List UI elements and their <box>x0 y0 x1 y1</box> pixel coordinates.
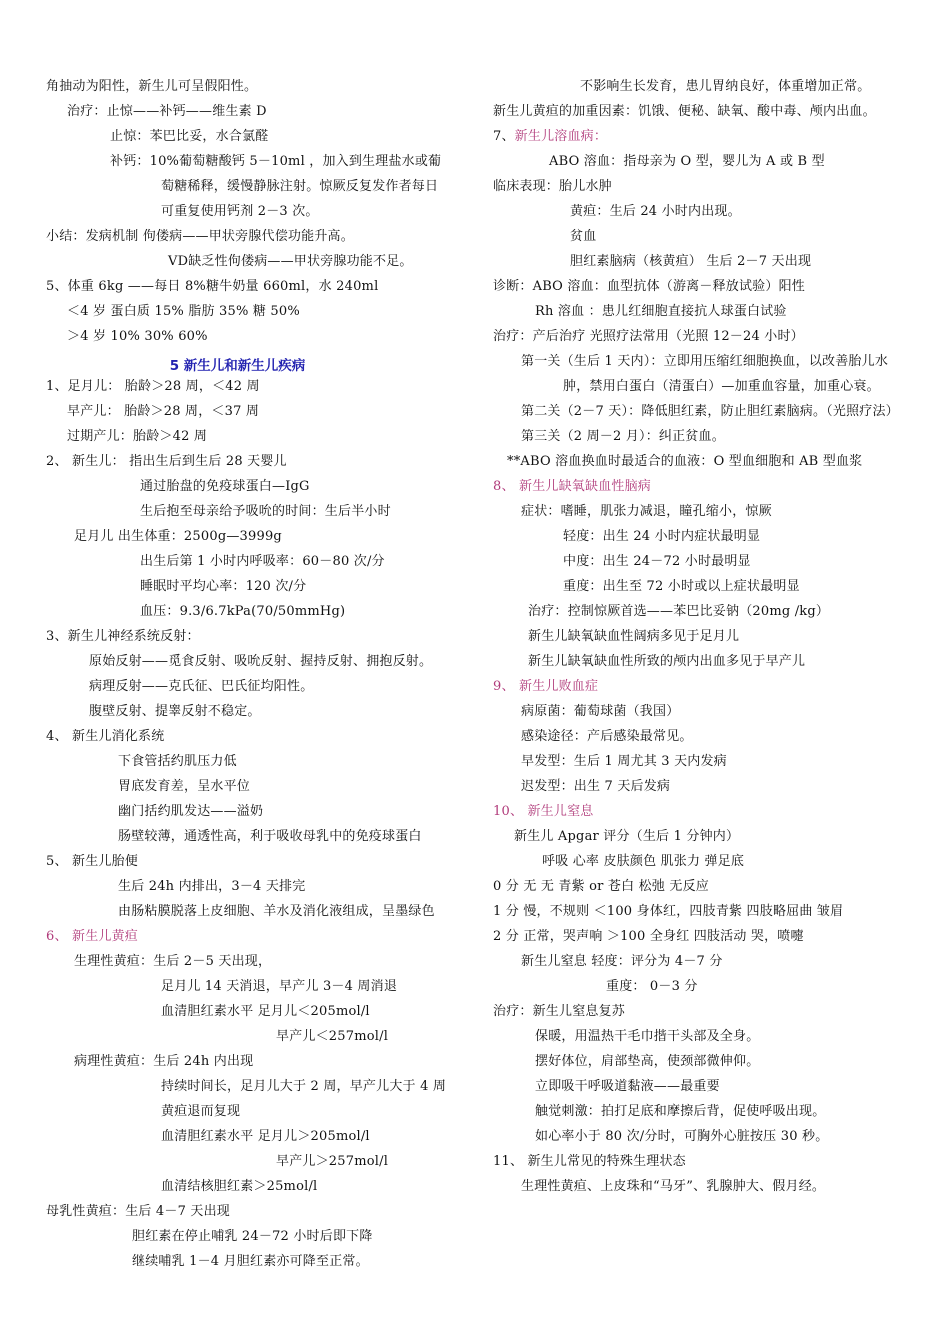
text-line: 病理反射——克氏征、巴氏征均阳性。 <box>89 679 314 694</box>
text-line: 治疗：止惊——补钙——维生素 D <box>67 104 267 119</box>
text-line: 新生儿缺氧缺血性阔病多见于足月儿 <box>528 629 740 644</box>
text-line: 5、 新生儿胎便 <box>46 854 139 869</box>
apgar-row: 0 分 无 无 青紫 or 苍白 松弛 无反应 <box>493 879 709 894</box>
text-line: 第二关（2－7 天）：降低胆红素，防止胆红素脑病。（光照疗法） <box>521 404 899 419</box>
section-heading: 10、 新生儿窒息 <box>493 804 594 819</box>
text-line: 血清胆红素水平 足月儿＞205mol/l <box>161 1129 370 1144</box>
text-line: 临床表现：胎儿水肿 <box>493 179 612 194</box>
section-heading: 6、 新生儿黄疸 <box>46 929 139 944</box>
text-line: 由肠粘膜脱落上皮细胞、羊水及消化液组成，呈墨绿色 <box>118 904 435 919</box>
text-line: 生理性黄疸、上皮珠和“马牙”、乳腺肿大、假月经。 <box>521 1179 826 1194</box>
section-title: 5 新生儿和新生儿疾病 <box>169 358 306 374</box>
text-line: 治疗：产后治疗 光照疗法常用（光照 12－24 小时） <box>493 329 804 344</box>
text-line: 过期产儿：胎龄＞42 周 <box>67 429 208 444</box>
text-line: 5、体重 6kg ——每日 8%糖牛奶量 660ml，水 240ml <box>46 279 379 294</box>
text-line: 胆红素脑病（核黄疸） 生后 2－7 天出现 <box>570 254 812 269</box>
text-line: 血清结核胆红素＞25mol/l <box>161 1179 318 1194</box>
apgar-header-row: 呼吸 心率 皮肤颜色 肌张力 弹足底 <box>542 854 745 869</box>
text-line: 足月儿 14 天消退，早产儿 3－4 周消退 <box>161 979 398 994</box>
section-heading: 8、 新生儿缺氧缺血性脑病 <box>493 479 652 494</box>
text-line: 胃底发育差，呈水平位 <box>118 779 251 794</box>
text-line: 可重复使用钙剂 2－3 次。 <box>161 204 319 219</box>
text-line: 病原菌：葡萄球菌（我国） <box>521 704 680 719</box>
text-line: 血清胆红素水平 足月儿＜205mol/l <box>161 1004 370 1019</box>
heading-text: 新生儿溶血病： <box>514 129 608 144</box>
text-line: 感染途径：产后感染最常见。 <box>521 729 693 744</box>
text-line: **ABO 溶血换血时最适合的血液：O 型血细胞和 AB 型血浆 <box>507 454 863 469</box>
text-line: 新生儿缺氧缺血性所致的颅内出血多见于早产儿 <box>528 654 806 669</box>
text-line: 4、 新生儿消化系统 <box>46 729 165 744</box>
text-line: 小结：发病机制 佝偻病——甲状旁腺代偿功能升高。 <box>46 229 354 244</box>
text-line: 早发型：生后 1 周尤其 3 天内发病 <box>521 754 727 769</box>
text-line: 摆好体位，肩部垫高，使颈部微伸仰。 <box>535 1054 760 1069</box>
text-line: 胆红素在停止哺乳 24－72 小时后即下降 <box>132 1229 373 1244</box>
text-line: 第一关（生后 1 天内）：立即用压缩红细胞换血，以改善胎儿水 <box>521 354 889 369</box>
text-line: 生后 24h 内排出，3－4 天排完 <box>118 879 306 894</box>
text-line: 新生儿黄疸的加重因素：饥饿、便秘、缺氧、酸中毒、颅内出血。 <box>493 104 876 119</box>
text-line: VD缺乏性佝偻病——甲状旁腺功能不足。 <box>168 254 413 269</box>
text-line: 立即吸干呼吸道黏液——最重要 <box>535 1079 720 1094</box>
text-line: ABO 溶血：指母亲为 O 型，婴儿为 A 或 B 型 <box>549 154 825 169</box>
text-line: 中度：出生 24－72 小时最明显 <box>563 554 751 569</box>
text-line: 黄疸：生后 24 小时内出现。 <box>570 204 741 219</box>
text-line: 补钙：10%葡萄糖酸钙 5－10ml ，加入到生理盐水或葡 <box>110 154 442 169</box>
text-line: 早产儿＞257mol/l <box>276 1154 389 1169</box>
text-line: 新生儿窒息 轻度：评分为 4－7 分 <box>521 954 723 969</box>
text-line: 1、足月儿： 胎龄＞28 周，＜42 周 <box>46 379 260 394</box>
text-line: 萄糖稀释，缓慢静脉注射。惊厥反复发作者每日 <box>161 179 439 194</box>
text-line: 不影响生长发育，患儿胃纳良好，体重增加正常。 <box>580 79 871 94</box>
text-line: 如心率小于 80 次/分时，可胸外心脏按压 30 秒。 <box>535 1129 829 1144</box>
text-line: 贫血 <box>570 229 597 244</box>
text-line: 肠壁较薄，通透性高，利于吸收母乳中的免疫球蛋白 <box>118 829 422 844</box>
text-line: 早产儿＜257mol/l <box>276 1029 389 1044</box>
text-line: ＞4 岁 10% 30% 60% <box>67 329 208 344</box>
apgar-row: 2 分 正常，哭声响 ＞100 全身红 四肢活动 哭，喷嚏 <box>493 929 804 944</box>
text-line: 黄疸退而复现 <box>161 1104 241 1119</box>
text-line: 3、新生儿神经系统反射： <box>46 629 200 644</box>
text-line: 通过胎盘的免疫球蛋白—IgG <box>140 479 310 494</box>
text-line: 继续哺乳 1－4 月胆红素亦可降至正常。 <box>132 1254 369 1269</box>
text-line: 出生后第 1 小时内呼吸率：60－80 次/分 <box>140 554 385 569</box>
text-line: 角抽动为阳性，新生儿可呈假阳性。 <box>46 79 258 94</box>
text-line: 原始反射——觅食反射、吸吮反射、握持反射、拥抱反射。 <box>89 654 433 669</box>
text-line: 腹壁反射、提睾反射不稳定。 <box>89 704 261 719</box>
text-line: 早产儿： 胎龄＞28 周，＜37 周 <box>67 404 260 419</box>
apgar-row: 1 分 慢，不规则 ＜100 身体红，四肢青紫 四肢略屈曲 皱眉 <box>493 904 844 919</box>
text-line: 肿，禁用白蛋白（清蛋白）—加重血容量，加重心衰。 <box>563 379 880 394</box>
text-line: 治疗：控制惊厥首选——苯巴比妥钠（20mg /kg） <box>528 604 830 619</box>
text-line: 睡眠时平均心率：120 次/分 <box>140 579 307 594</box>
text-line: 重度：出生至 72 小时或以上症状最明显 <box>563 579 800 594</box>
text-line: 轻度：出生 24 小时内症状最明显 <box>563 529 761 544</box>
text-line: 止惊：苯巴比妥，水合氯醛 <box>110 129 269 144</box>
text-line: 保暖，用温热干毛巾揩干头部及全身。 <box>535 1029 760 1044</box>
text-line: 生后抱至母亲给予吸吮的时间：生后半小时 <box>140 504 391 519</box>
section-heading: 7、新生儿溶血病： <box>493 129 608 144</box>
text-line: 足月儿 出生体重：2500g—3999g <box>74 529 282 544</box>
text-line: 触觉刺激：拍打足底和摩擦后背，促使呼吸出现。 <box>535 1104 826 1119</box>
text-line: 新生儿 Apgar 评分（生后 1 分钟内） <box>514 829 740 844</box>
text-line: 诊断：ABO 溶血：血型抗体（游离－释放试验）阳性 <box>493 279 805 294</box>
text-line: 重度： 0－3 分 <box>606 979 698 994</box>
text-line: 迟发型：出生 7 天后发病 <box>521 779 671 794</box>
text-line: 病理性黄疸：生后 24h 内出现 <box>74 1054 254 1069</box>
text-line: 持续时间长，足月儿大于 2 周，早产儿大于 4 周 <box>161 1079 447 1094</box>
text-line: 症状：嗜睡，肌张力减退，瞳孔缩小，惊厥 <box>521 504 772 519</box>
text-line: 11、 新生儿常见的特殊生理状态 <box>493 1154 686 1169</box>
text-line: 2、 新生儿： 指出生后到生后 28 天婴儿 <box>46 454 287 469</box>
text-line: 生理性黄疸：生后 2－5 天出现， <box>74 954 272 969</box>
text-line: Rh 溶血 ：患儿红细胞直接抗人球蛋白试验 <box>535 304 787 319</box>
text-line: ＜4 岁 蛋白质 15% 脂肪 35% 糖 50% <box>67 304 300 319</box>
text-line: 治疗：新生儿窒息复苏 <box>493 1004 626 1019</box>
text-line: 第三关（2 周－2 月）：纠正贫血。 <box>521 429 725 444</box>
text-line: 母乳性黄疸：生后 4－7 天出现 <box>46 1204 231 1219</box>
text-line: 血压：9.3/6.7kPa(70/50mmHg) <box>140 604 346 619</box>
section-heading: 9、 新生儿败血症 <box>493 679 599 694</box>
text-line: 下食管括约肌压力低 <box>118 754 237 769</box>
text-line: 幽门括约肌发达——溢奶 <box>118 804 264 819</box>
